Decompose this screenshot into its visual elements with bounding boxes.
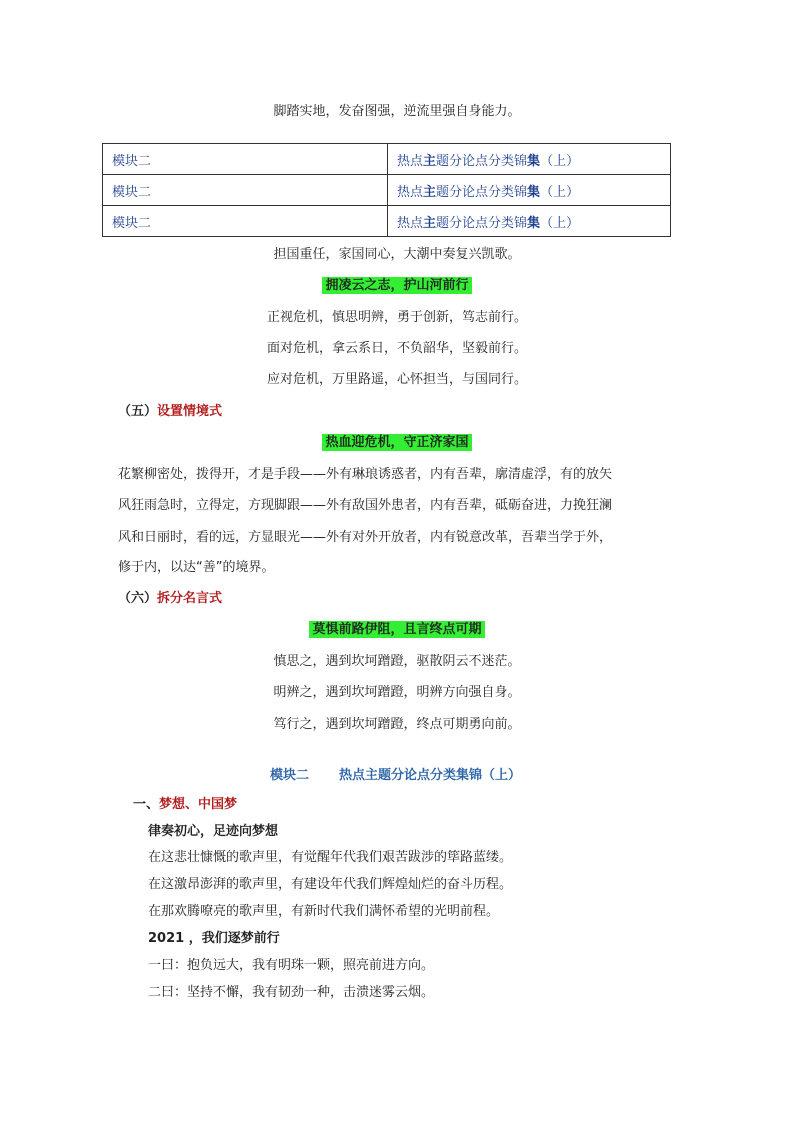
section-title: 梦想、中国梦 [159, 797, 238, 812]
heading-highlight [0, 277, 794, 295]
section-title: 拆分名言式 [157, 591, 223, 606]
cell-text: 集 [527, 153, 541, 169]
table-row [103, 175, 671, 206]
section-heading [118, 590, 222, 608]
heading-text: 莫惧前路伊阻，且言终点可期 [309, 621, 484, 638]
text-line: 笃行之，遇到坎坷蹭蹬，终点可期勇向前。 [273, 717, 521, 732]
cell-text: 集 [527, 215, 541, 231]
top-line: 脚踏实地，发奋图强，逆流里强自身能力。 [273, 104, 521, 119]
paragraph-line: 花繁柳密处，拨得开，才是手段——外有琳琅诱惑者，内有吾辈，廓清虚浮，有的放矢 [118, 467, 613, 482]
table-row [103, 144, 671, 175]
table-cell: 模块二 [103, 144, 388, 175]
cell-text: 集 [527, 184, 541, 200]
cell-text: 题分论点分类锦 [436, 215, 528, 231]
text-line: 应对危机，万里路遥，心怀担当，与国同行。 [266, 372, 527, 387]
module-title-right: 热点主题分论点分类集锦（上） [339, 768, 522, 783]
paragraph-line: 修于内，以达“善”的境界。 [118, 560, 275, 575]
table-cell [388, 144, 671, 175]
text-line: 在这激昂澎湃的歌声里，有建设年代我们辉煌灿烂的奋斗历程。 [148, 877, 513, 892]
text-line: 在那欢腾嘹亮的歌声里，有新时代我们满怀希望的光明前程。 [148, 904, 500, 919]
cell-text: 主 [423, 153, 437, 169]
paragraph-line: 风和日丽时，看的远，方显眼光——外有对外开放者，内有锐意改革，吾辈当学于外， [118, 530, 613, 545]
cell-text: 题分论点分类锦 [436, 153, 528, 169]
table-cell: 模块二 [103, 175, 388, 206]
subheading: 2021 ，我们逐梦前行 [148, 931, 280, 946]
heading-text: 热血迎危机，守正济家国 [322, 434, 471, 451]
module-title-left: 模块二 [270, 768, 310, 783]
heading-highlight [0, 621, 794, 639]
module-table [102, 143, 671, 237]
text-line: 正视危机，慎思明辨，勇于创新，笃志前行。 [266, 310, 527, 325]
cell-text: （上） [540, 153, 580, 169]
table-row [103, 206, 671, 237]
table-cell [388, 206, 671, 237]
text-line: 面对危机，拿云系日，不负韶华，坚毅前行。 [266, 341, 527, 356]
text-line: 二曰：坚持不懈，我有韧劲一种，击溃迷雾云烟。 [148, 985, 435, 1000]
section-heading [133, 796, 237, 814]
heading-text: 拥凌云之志，护山河前行 [322, 277, 471, 294]
module-title [270, 767, 521, 785]
table-cell [388, 175, 671, 206]
section-number: （六） [118, 591, 158, 606]
after-table-line: 担国重任，家国同心，大潮中奏复兴凯歌。 [273, 247, 521, 262]
section-number: 一、 [133, 797, 160, 812]
text-line: 一曰：抱负远大，我有明珠一颗，照亮前进方向。 [148, 958, 435, 973]
section-title: 设置情境式 [157, 404, 223, 419]
cell-text: （上） [540, 215, 580, 231]
section-heading [118, 403, 222, 421]
text-line: 慎思之，遇到坎坷蹭蹬，驱散阴云不迷茫。 [273, 654, 521, 669]
text-line: 在这悲壮慷慨的歌声里，有觉醒年代我们艰苦跋涉的筚路蓝缕。 [148, 850, 513, 865]
text-line: 明辨之，遇到坎坷蹭蹬，明辨方向强自身。 [273, 685, 521, 700]
table-cell: 模块二 [103, 206, 388, 237]
subheading: 律奏初心，足迹向梦想 [148, 824, 279, 839]
cell-text: 热点 [397, 215, 424, 231]
paragraph-line: 风狂雨急时，立得定，方现脚跟——外有敌国外患者，内有吾辈，砥砺奋进，力挽狂澜 [118, 498, 613, 513]
cell-text: （上） [540, 184, 580, 200]
cell-text: 热点 [397, 153, 424, 169]
section-number: （五） [118, 404, 158, 419]
cell-text: 热点 [397, 184, 424, 200]
cell-text: 题分论点分类锦 [436, 184, 528, 200]
cell-text: 主 [423, 184, 437, 200]
heading-highlight [0, 434, 794, 452]
cell-text: 主 [423, 215, 437, 231]
